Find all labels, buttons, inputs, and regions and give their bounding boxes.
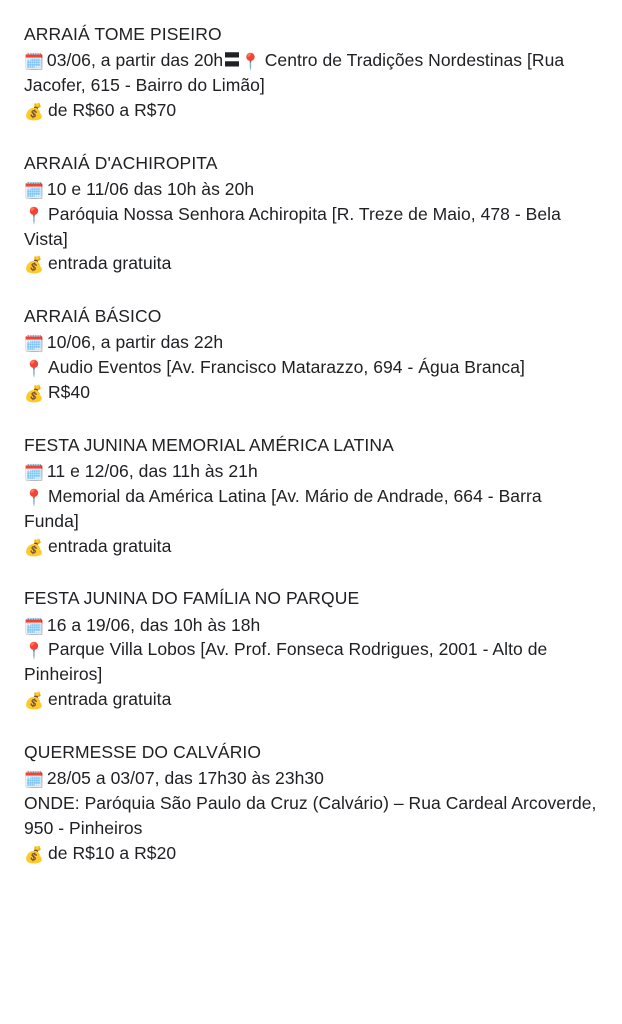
calendar-icon: 🗓️ [24,182,44,200]
money-bag-icon: 💰 [24,386,44,404]
event-title: FESTA JUNINA MEMORIAL AMÉRICA LATINA [24,434,394,455]
location-pin-icon: 📍 [240,54,261,72]
event-title: ARRAIÁ D'ACHIROPITA [24,152,218,173]
event-date-line [24,459,598,484]
event-entry [24,151,598,277]
money-bag-icon: 💰 [24,257,44,275]
event-entry [24,304,598,405]
event-entry [24,740,598,866]
event-place-line [24,355,598,380]
event-price: entrada gratuita [47,535,172,556]
event-price-line [24,687,598,712]
event-entry [24,22,598,123]
event-date-line [24,613,598,638]
event-place-line: ONDE: Paróquia São Paulo da Cruz (Calvário) – Rua Cardeal Arcoverde, 950 - Pinheiros [24,792,597,838]
event-place: Parque Villa Lobos [Av. Prof. Fonseca Rodrigues, 2001 - Alto de Pinheiros] [24,639,548,685]
money-bag-icon: 💰 [24,846,44,864]
event-entry [24,586,598,712]
event-price-line [24,251,598,276]
calendar-icon: 🗓️ [24,618,44,636]
event-date: 28/05 a 03/07, das 17h30 às 23h30 [46,768,324,789]
money-bag-icon: 💰 [24,539,44,557]
location-pin-icon: 📍 [24,489,44,507]
event-date: 03/06, a partir das 20h〓 [46,50,241,71]
event-date: 10/06, a partir das 22h [46,332,224,353]
location-pin-icon: 📍 [24,207,44,225]
calendar-icon: 🗓️ [24,336,44,354]
event-price-line [24,841,598,866]
event-place: Centro de Tradições Nordestinas [Rua Jacofer, 615 - Bairro do Limão] [24,50,565,95]
calendar-icon: 🗓️ [24,772,44,790]
location-pin-icon: 📍 [24,361,44,379]
money-bag-icon: 💰 [24,693,44,711]
event-title: ARRAIÁ TOME PISEIRO [24,24,222,44]
calendar-icon: 🗓️ [24,465,44,482]
money-bag-icon: 💰 [24,103,44,121]
event-date-line [24,330,598,355]
event-place: Audio Eventos [Av. Francisco Matarazzo, 694 - Água Branca] [47,357,525,378]
event-price: R$40 [47,382,91,403]
event-date: 16 a 19/06, das 10h às 18h [46,614,261,635]
event-place: Memorial da América Latina [Av. Mário de Andrade, 664 - Barra Funda] [24,485,542,531]
location-pin-icon: 📍 [24,643,44,661]
event-title: QUERMESSE DO CALVÁRIO [24,741,262,762]
event-date-line [24,177,598,202]
event-price-line [24,534,598,559]
event-title: ARRAIÁ BÁSICO [24,306,162,327]
event-entry [24,433,598,559]
event-place-line [24,484,598,534]
event-place-line [24,637,598,687]
event-date: 10 e 11/06 das 10h às 20h [46,178,255,199]
event-price: entrada gratuita [47,689,172,710]
event-price-line [24,98,598,123]
event-price: entrada gratuita [47,253,172,274]
event-title: FESTA JUNINA DO FAMÍLIA NO PARQUE [24,588,360,609]
calendar-icon: 🗓️ [24,54,44,72]
event-price: de R$60 a R$70 [47,99,177,120]
event-date-place-line [24,48,598,98]
event-date: 11 e 12/06, das 11h às 21h [46,461,258,481]
event-place-line [24,202,598,252]
event-price-line [24,380,598,405]
event-date-line [24,766,598,791]
event-place: Paróquia Nossa Senhora Achiropita [R. Treze de Maio, 478 - Bela Vista] [24,203,561,249]
event-price: de R$10 a R$20 [47,842,177,863]
